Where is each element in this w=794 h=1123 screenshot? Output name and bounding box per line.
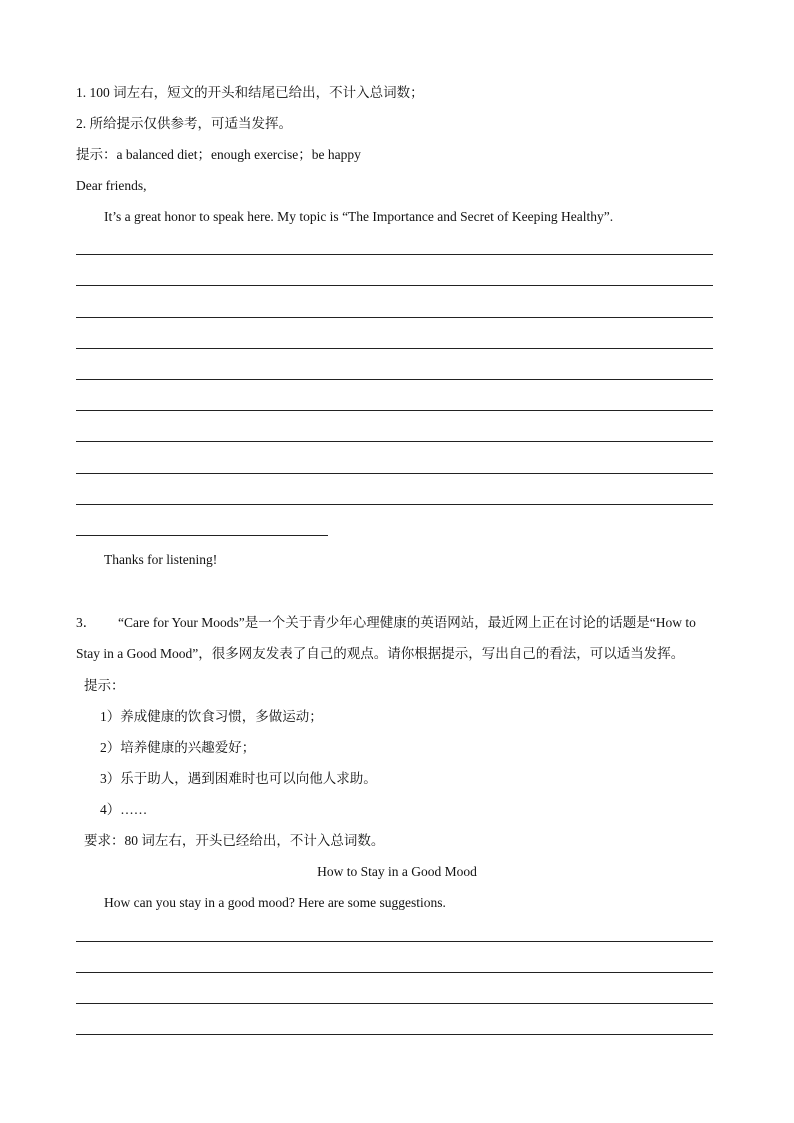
essay-title: How to Stay in a Good Mood [317,864,477,879]
hint-item: 4）…… [100,802,148,817]
question-intro-line-2: Stay in a Good Mood”，很多网友发表了自己的观点。请你根据提示，写出自己的看法，可以适当发挥。 [76,646,685,661]
writing-line[interactable] [76,972,713,973]
writing-line[interactable] [76,285,713,286]
requirement-1: 1. 100 词左右，短文的开头和结尾已给出，不计入总词数； [76,85,424,100]
question-number: 3． [76,615,97,630]
question-intro-line-1: “Care for Your Moods”是一个关于青少年心理健康的英语网站，最近网上正在讨论的话题是“How to [118,615,696,630]
requirement-2: 2. 所给提示仅供参考，可适当发挥。 [76,116,292,131]
writing-line[interactable] [76,504,713,505]
writing-line[interactable] [76,941,713,942]
writing-line[interactable] [76,473,713,474]
salutation: Dear friends, [76,178,147,193]
writing-line[interactable] [76,1034,713,1035]
writing-line[interactable] [76,1003,713,1004]
hint-item: 2）培养健康的兴趣爱好； [100,740,256,755]
writing-line[interactable] [76,317,713,318]
writing-line[interactable] [76,254,713,255]
word-count-requirement: 要求：80 词左右，开头已经给出，不计入总词数。 [84,833,385,848]
writing-line[interactable] [76,410,713,411]
writing-line-short[interactable] [76,535,328,536]
hints-label: 提示： [84,678,125,693]
hint-item: 3）乐于助人，遇到困难时也可以向他人求助。 [100,771,377,786]
hint-item: 1）养成健康的饮食习惯，多做运动； [100,709,323,724]
writing-line[interactable] [76,348,713,349]
essay-opening: It’s a great honor to speak here. My topic is “The Importance and Secret of Keeping Healthy”. [104,209,614,224]
hint-line: 提示：a balanced diet；enough exercise；be happy [76,147,361,162]
writing-line[interactable] [76,379,713,380]
essay-opening-2: How can you stay in a good mood? Here are some suggestions. [104,895,446,910]
essay-closing: Thanks for listening! [104,552,218,567]
writing-line[interactable] [76,441,713,442]
